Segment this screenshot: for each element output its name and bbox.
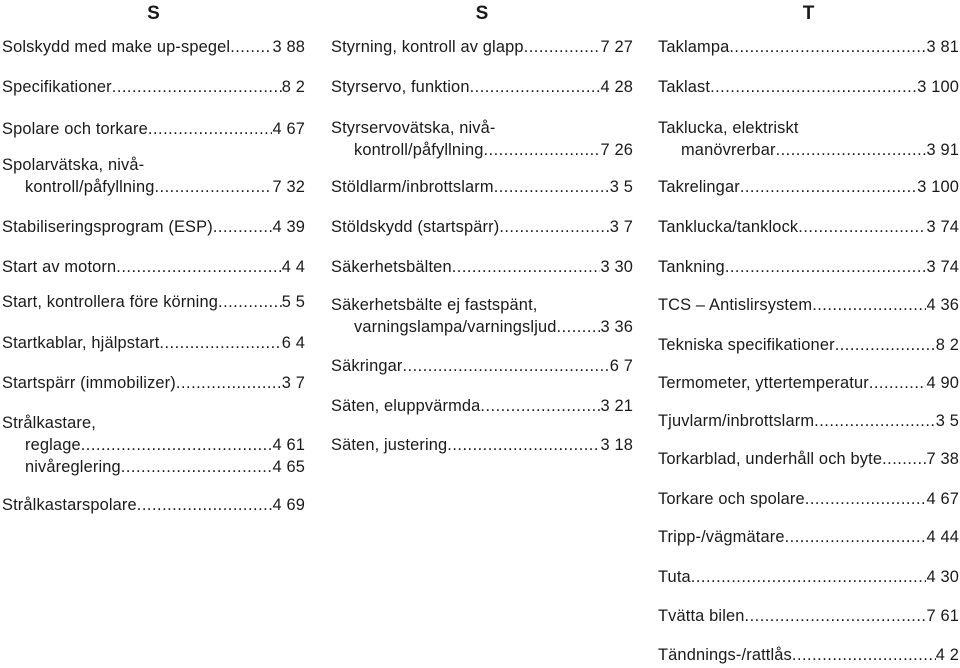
index-entry-line [658, 76, 959, 98]
dot-leader [155, 176, 273, 198]
index-entry [331, 434, 633, 456]
index-subentry-line [658, 139, 959, 161]
page-reference: 3 36 [600, 318, 633, 336]
index-entry-line [331, 36, 633, 58]
page-reference: 6 7 [609, 357, 633, 375]
index-entry [2, 36, 305, 58]
index-entry-line [331, 117, 633, 139]
index-entry [658, 117, 959, 161]
index-entry [2, 76, 305, 98]
index-entry-line [658, 294, 959, 316]
index-entry [331, 216, 633, 238]
index-entry-line [331, 355, 633, 377]
dot-leader [785, 526, 927, 548]
dot-leader [798, 216, 926, 238]
dot-leader [524, 36, 601, 58]
page-reference: 3 7 [609, 218, 633, 236]
page-reference: 3 81 [926, 38, 959, 56]
entry-term: Strålkastarspolare [2, 496, 137, 514]
page-reference: 3 21 [600, 397, 633, 415]
entry-term: Spolare och torkare [2, 120, 148, 138]
entry-term: Startspärr (immobilizer) [2, 374, 176, 392]
index-entry-line [658, 644, 959, 666]
dot-leader [691, 566, 927, 588]
page-reference: 5 5 [281, 293, 305, 311]
index-entry [658, 566, 959, 588]
index-entry [2, 372, 305, 394]
dot-leader [792, 644, 936, 666]
index-entry [2, 216, 305, 238]
index-entry-line [2, 372, 305, 394]
index-column-t [658, 0, 959, 664]
page-reference: 4 36 [926, 296, 959, 314]
index-entry [2, 332, 305, 354]
dot-leader [835, 334, 936, 356]
index-entry-line [331, 176, 633, 198]
index-entry [658, 76, 959, 98]
dot-leader [499, 216, 609, 238]
entry-term: Tändnings-/rattlås [658, 646, 792, 664]
index-entry [658, 334, 959, 356]
entry-term: Takrelingar [658, 178, 740, 196]
index-entry-line [2, 76, 305, 98]
index-entry-line [2, 36, 305, 58]
index-entry [658, 36, 959, 58]
entry-term: Stabiliseringsprogram (ESP) [2, 218, 213, 236]
entry-term: kontroll/påfyllning [25, 178, 155, 196]
entry-term: manövrerbar [681, 141, 776, 159]
dot-leader [452, 256, 601, 278]
dot-leader [116, 256, 281, 278]
entry-term: TCS – Antislirsystem [658, 296, 813, 314]
page-reference: 4 2 [935, 646, 959, 664]
column-heading: T [802, 3, 815, 24]
page-reference: 3 5 [609, 178, 633, 196]
dot-leader [159, 332, 281, 354]
index-entry-line [331, 294, 633, 316]
index-entry [2, 494, 305, 516]
entry-term: Tjuvlarm/inbrottslarm [658, 412, 815, 430]
index-entry-line [658, 566, 959, 588]
index-subentry-line [331, 316, 633, 338]
page-reference: 4 30 [926, 568, 959, 586]
page-reference: 7 38 [926, 450, 959, 468]
entry-term: Start, kontrollera före körning [2, 293, 219, 311]
index-entry [658, 644, 959, 666]
dot-leader [176, 372, 282, 394]
index-entry [2, 412, 305, 478]
entry-term: nivåreglering [25, 458, 121, 476]
dot-leader [137, 494, 273, 516]
index-entry [658, 256, 959, 278]
dot-leader [484, 139, 601, 161]
dot-leader [470, 76, 601, 98]
page-reference: 3 74 [926, 258, 959, 276]
index-entry [658, 448, 959, 470]
index-entry [331, 176, 633, 198]
dot-leader [710, 76, 917, 98]
dot-leader [112, 76, 282, 98]
page-reference: 8 2 [935, 336, 959, 354]
entry-term: Strålkastare, [2, 414, 96, 432]
dot-leader [805, 488, 927, 510]
page-reference: 3 88 [272, 38, 305, 56]
index-entry-line [658, 605, 959, 627]
page-reference: 3 91 [926, 141, 959, 159]
entry-term: Säkerhetsbälten [331, 258, 452, 276]
entry-term: Torkare och spolare [658, 490, 805, 508]
index-entry [658, 526, 959, 548]
page-reference: 4 69 [272, 496, 305, 514]
index-entry [331, 355, 633, 377]
entry-term: varningslampa/varningsljud [354, 318, 557, 336]
dot-leader [81, 434, 273, 456]
dot-leader [814, 410, 936, 432]
index-entry [658, 410, 959, 432]
page-reference: 4 39 [272, 218, 305, 236]
page-reference: 3 5 [935, 412, 959, 430]
index-entry-line [331, 256, 633, 278]
dot-leader [148, 118, 273, 140]
page-reference: 7 27 [600, 38, 633, 56]
index-entry [2, 291, 305, 313]
index-entry-line [2, 154, 305, 176]
entry-term: Tuta [658, 568, 691, 586]
page-reference: 4 61 [272, 436, 305, 454]
entry-term: Tankning [658, 258, 725, 276]
index-entry [331, 76, 633, 98]
dot-leader [121, 456, 273, 478]
dot-leader [869, 372, 927, 394]
index-subentry-line [2, 176, 305, 198]
index-column-s-2 [331, 0, 633, 454]
index-entry-line [658, 488, 959, 510]
index-entry-line [2, 332, 305, 354]
entry-term: Torkarblad, underhåll och byte [658, 450, 883, 468]
entry-term: Stöldlarm/inbrottslarm [331, 178, 494, 196]
index-column-s-1 [2, 0, 305, 514]
page-reference: 3 100 [917, 78, 959, 96]
index-subentry-line [2, 456, 305, 478]
page-reference: 4 90 [926, 374, 959, 392]
entry-term: Taklucka, elektriskt [658, 119, 799, 137]
page-reference: 8 2 [281, 78, 305, 96]
dot-leader [745, 605, 927, 627]
page-reference: 7 26 [600, 141, 633, 159]
index-subentry-line [2, 434, 305, 456]
dot-leader [557, 316, 601, 338]
page-reference: 3 74 [926, 218, 959, 236]
page-reference: 7 32 [272, 178, 305, 196]
dot-leader [740, 176, 917, 198]
index-entry [658, 605, 959, 627]
dot-leader [403, 355, 610, 377]
dot-leader [480, 395, 600, 417]
index-entry [2, 118, 305, 140]
page-reference: 3 18 [600, 436, 633, 454]
entry-term: Tvätta bilen [658, 607, 745, 625]
page-reference: 3 30 [600, 258, 633, 276]
dot-leader [729, 36, 926, 58]
entry-term: Solskydd med make up-spegel [2, 38, 231, 56]
entry-term: reglage [25, 436, 81, 454]
index-entry-line [2, 256, 305, 278]
index-entry [658, 294, 959, 316]
dot-leader [447, 434, 600, 456]
page-reference: 4 28 [600, 78, 633, 96]
index-entry-line [658, 117, 959, 139]
entry-term: Taklast [658, 78, 711, 96]
index-entry-line [2, 216, 305, 238]
index-entry-line [2, 291, 305, 313]
index-entry-line [658, 372, 959, 394]
dot-leader [218, 291, 282, 313]
page-reference: 3 7 [281, 374, 305, 392]
entry-term: Tekniska specifikationer [658, 336, 835, 354]
index-entry-line [658, 526, 959, 548]
column-heading: S [147, 3, 160, 24]
index-entry-line [658, 36, 959, 58]
index-entry-line [331, 434, 633, 456]
page-reference: 6 4 [281, 334, 305, 352]
index-entry-line [658, 216, 959, 238]
column-heading: S [475, 3, 489, 24]
entry-term: kontroll/påfyllning [354, 141, 484, 159]
index-entry [331, 117, 633, 161]
index-entry [331, 36, 633, 58]
index-entry [331, 395, 633, 417]
page-reference: 3 100 [917, 178, 959, 196]
index-entry [658, 216, 959, 238]
entry-term: Start av motorn [2, 258, 117, 276]
index-entry [658, 372, 959, 394]
page-reference: 4 67 [926, 490, 959, 508]
entry-term: Säten, eluppvärmda [331, 397, 481, 415]
page-reference: 7 61 [926, 607, 959, 625]
index-entry [2, 154, 305, 198]
index-entry [658, 488, 959, 510]
dot-leader [882, 448, 926, 470]
index-subentry-line [331, 139, 633, 161]
index-entry [2, 256, 305, 278]
entry-term: Tripp-/vägmätare [658, 528, 785, 546]
index-entry-line [658, 334, 959, 356]
dot-leader [494, 176, 610, 198]
dot-leader [776, 139, 927, 161]
page-reference: 4 67 [272, 120, 305, 138]
entry-term: Styrning, kontroll av glapp [331, 38, 524, 56]
index-entry-line [658, 176, 959, 198]
index-entry-line [331, 216, 633, 238]
dot-leader [812, 294, 926, 316]
entry-term: Stöldskydd (startspärr) [331, 218, 500, 236]
entry-term: Säkringar [331, 357, 403, 375]
entry-term: Taklampa [658, 38, 730, 56]
entry-term: Styrservo, funktion [331, 78, 470, 96]
page-reference: 4 44 [926, 528, 959, 546]
entry-term: Säten, justering [331, 436, 448, 454]
index-entry-line [2, 494, 305, 516]
index-entry-line [658, 410, 959, 432]
page-reference: 4 4 [281, 258, 305, 276]
index-entry-line [658, 448, 959, 470]
index-entry-line [2, 412, 305, 434]
index-entry-line [331, 395, 633, 417]
index-entry-line [331, 76, 633, 98]
index-entry [331, 294, 633, 338]
index-entry [658, 176, 959, 198]
entry-term: Tanklucka/tanklock [658, 218, 799, 236]
dot-leader [230, 36, 272, 58]
entry-term: Specifikationer [2, 78, 112, 96]
index-entry [331, 256, 633, 278]
entry-term: Startkablar, hjälpstart [2, 334, 160, 352]
index-entry-line [2, 118, 305, 140]
entry-term: Säkerhetsbälte ej fastspänt, [331, 296, 538, 314]
index-entry-line [658, 256, 959, 278]
entry-term: Spolarvätska, nivå- [2, 156, 145, 174]
entry-term: Styrservovätska, nivå- [331, 119, 496, 137]
dot-leader [725, 256, 927, 278]
entry-term: Termometer, yttertemperatur [658, 374, 869, 392]
page-reference: 4 65 [272, 458, 305, 476]
dot-leader [213, 216, 273, 238]
